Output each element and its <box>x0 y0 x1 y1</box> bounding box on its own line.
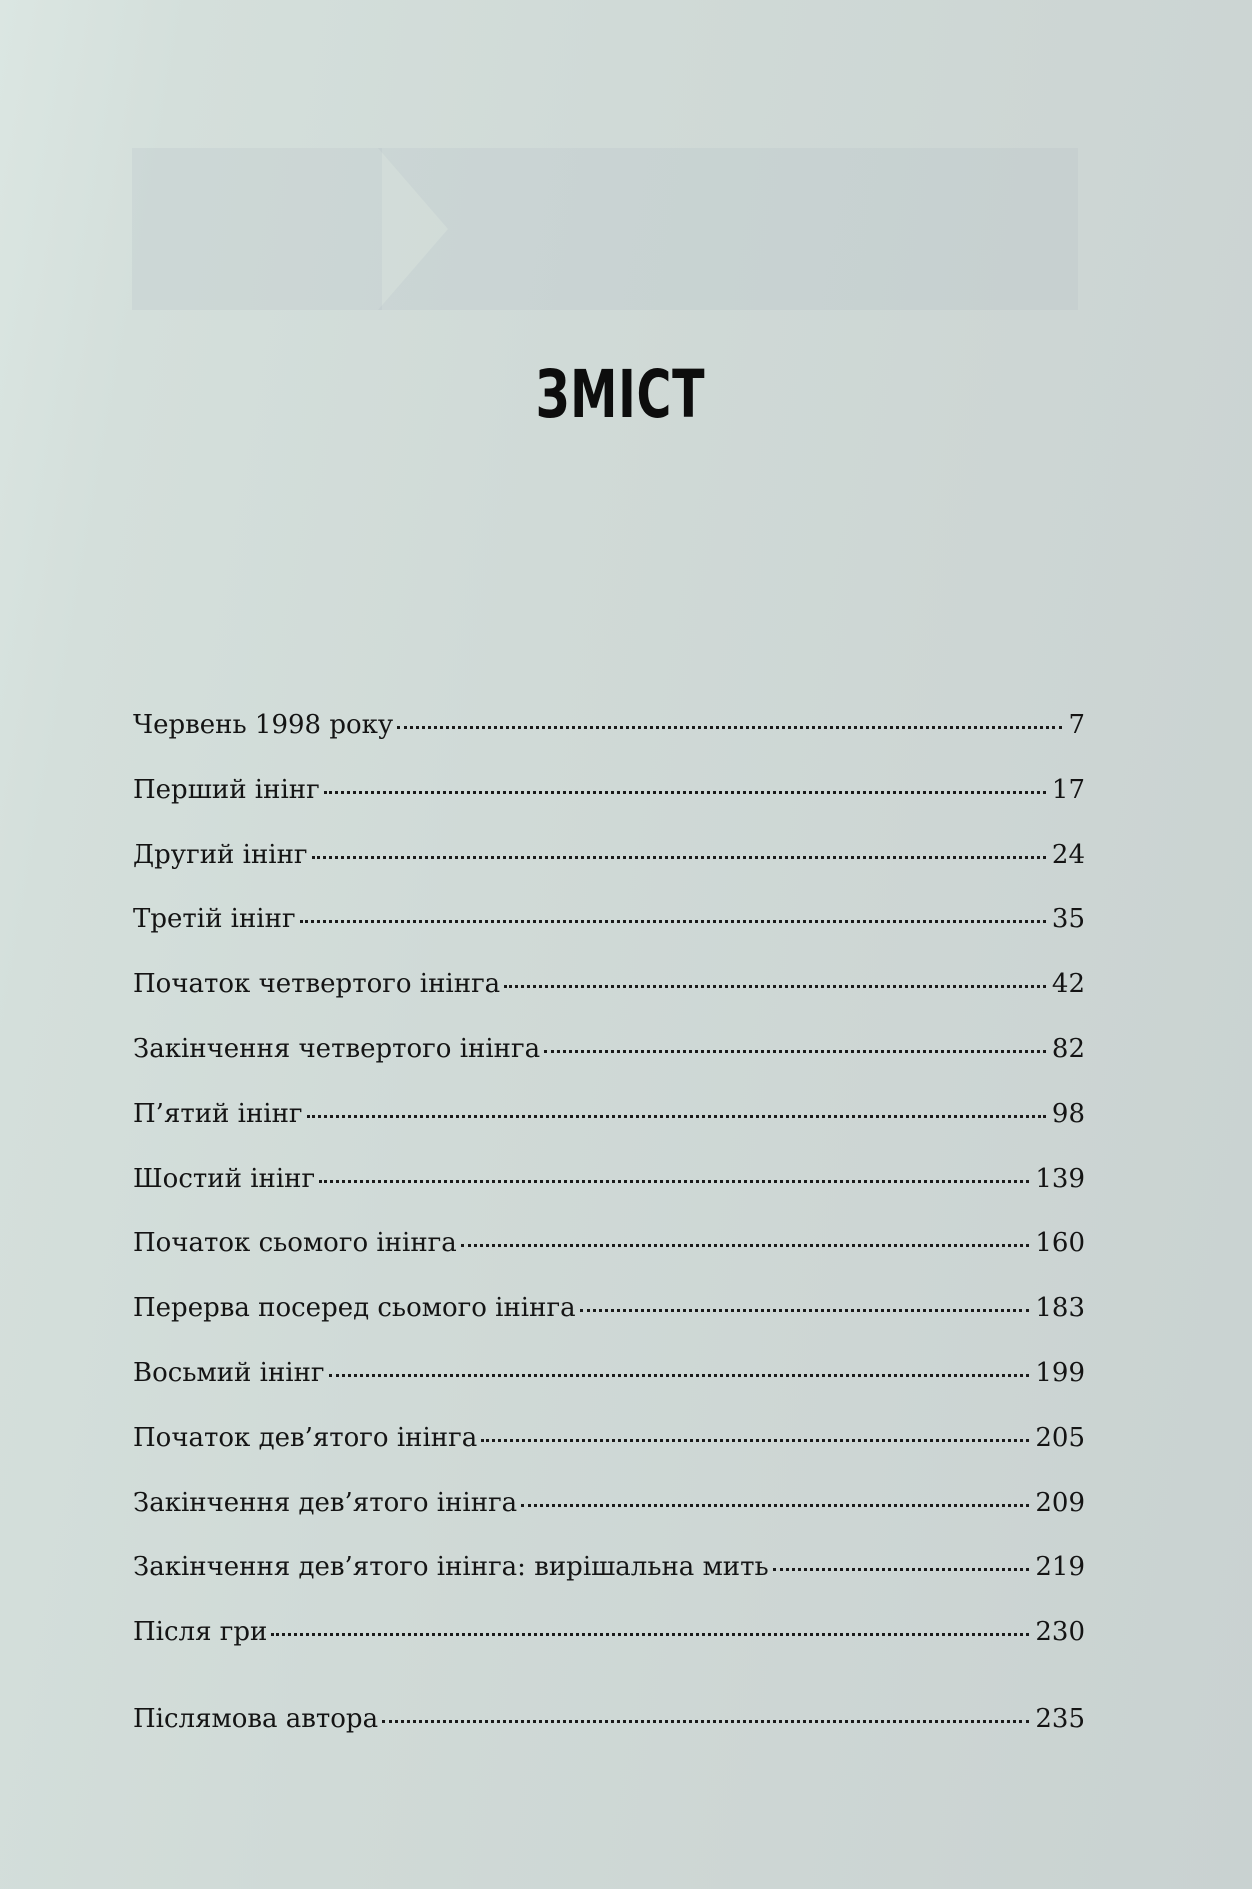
dot-leader <box>382 1720 1029 1723</box>
toc-entry-page: 183 <box>1035 1293 1085 1324</box>
toc-entry-page: 139 <box>1035 1163 1085 1194</box>
toc-entry-page: 24 <box>1051 839 1085 870</box>
toc-entry-label: Початок дев’ятого інінга <box>133 1422 478 1453</box>
toc-entry-page: 7 <box>1068 710 1085 740</box>
toc-entry-label: Червень 1998 року <box>133 710 394 740</box>
toc-entry <box>133 1357 1085 1425</box>
dot-leader <box>300 920 1046 923</box>
toc-entry-label: Закінчення дев’ятого інінга <box>133 1487 518 1518</box>
toc-entry-label: Початок сьомого інінга <box>133 1228 457 1259</box>
toc-entry-page: 82 <box>1051 1033 1085 1064</box>
toc-entry <box>133 906 1085 971</box>
toc-entry-page: 209 <box>1035 1487 1085 1518</box>
toc-entry <box>133 712 1085 777</box>
toc-entry-page: 219 <box>1035 1552 1085 1583</box>
toc-entry-label: Перерва посеред сьомого інінга <box>133 1293 576 1324</box>
toc-entry <box>133 1619 1085 1684</box>
toc-entry <box>133 1098 1085 1166</box>
toc-entry-label: Закінчення дев’ятого інінга: вирішальна мить <box>133 1552 769 1583</box>
toc-entry-page: 235 <box>1035 1703 1085 1734</box>
toc-entry-page: 205 <box>1035 1422 1085 1453</box>
dot-leader <box>319 1180 1029 1183</box>
dot-leader <box>521 1504 1029 1507</box>
toc-entry <box>133 1163 1085 1231</box>
toc-entry-label: Після гри <box>133 1617 268 1648</box>
toc-entry <box>133 774 1085 842</box>
toc-entry <box>133 1422 1085 1490</box>
toc-entry <box>133 1487 1085 1555</box>
toc-entry-page: 35 <box>1051 904 1085 935</box>
dot-leader <box>324 791 1046 794</box>
dot-leader <box>329 1374 1030 1377</box>
toc-entry-page: 17 <box>1051 774 1085 805</box>
toc-entry-label: Початок четвертого інінга <box>133 969 501 1000</box>
dot-leader <box>307 1115 1046 1118</box>
toc-entry-label: Післямова автора <box>133 1703 379 1734</box>
toc-entry <box>133 1554 1085 1619</box>
dot-leader <box>504 985 1046 988</box>
dot-leader <box>481 1439 1029 1442</box>
toc-entry-label: Восьмий інінг <box>133 1357 325 1388</box>
dot-leader <box>544 1050 1046 1053</box>
toc-entry-label: Шостий інінг <box>133 1163 316 1194</box>
show-through-block-right <box>378 148 1078 310</box>
table-of-contents <box>133 712 1085 1771</box>
show-through-block-left <box>132 148 382 310</box>
dot-leader <box>461 1244 1030 1247</box>
toc-entry-label: Закінчення четвертого інінга <box>133 1033 541 1064</box>
toc-entry <box>133 1033 1085 1101</box>
toc-entry-label: Перший інінг <box>133 774 320 805</box>
toc-entry-page: 230 <box>1035 1617 1085 1648</box>
toc-entry-label: Третій інінг <box>133 904 296 935</box>
toc-entry <box>133 839 1085 907</box>
toc-entry <box>133 971 1085 1036</box>
toc-entry <box>133 1703 1085 1771</box>
toc-entry-page: 160 <box>1035 1228 1085 1259</box>
dot-leader <box>312 856 1046 859</box>
toc-entry-label: Другий інінг <box>133 839 308 870</box>
dot-leader <box>271 1633 1029 1636</box>
toc-entry <box>133 1230 1085 1295</box>
toc-entry-page: 42 <box>1051 969 1085 1000</box>
toc-entry-page: 98 <box>1051 1098 1085 1129</box>
toc-entry-page: 199 <box>1035 1357 1085 1388</box>
dot-leader <box>773 1568 1030 1571</box>
toc-entry <box>133 1295 1085 1360</box>
page-title: ЗМІСТ <box>535 356 706 434</box>
toc-entry-label: П’ятий інінг <box>133 1098 303 1129</box>
dot-leader <box>580 1309 1030 1312</box>
dot-leader <box>397 726 1062 729</box>
